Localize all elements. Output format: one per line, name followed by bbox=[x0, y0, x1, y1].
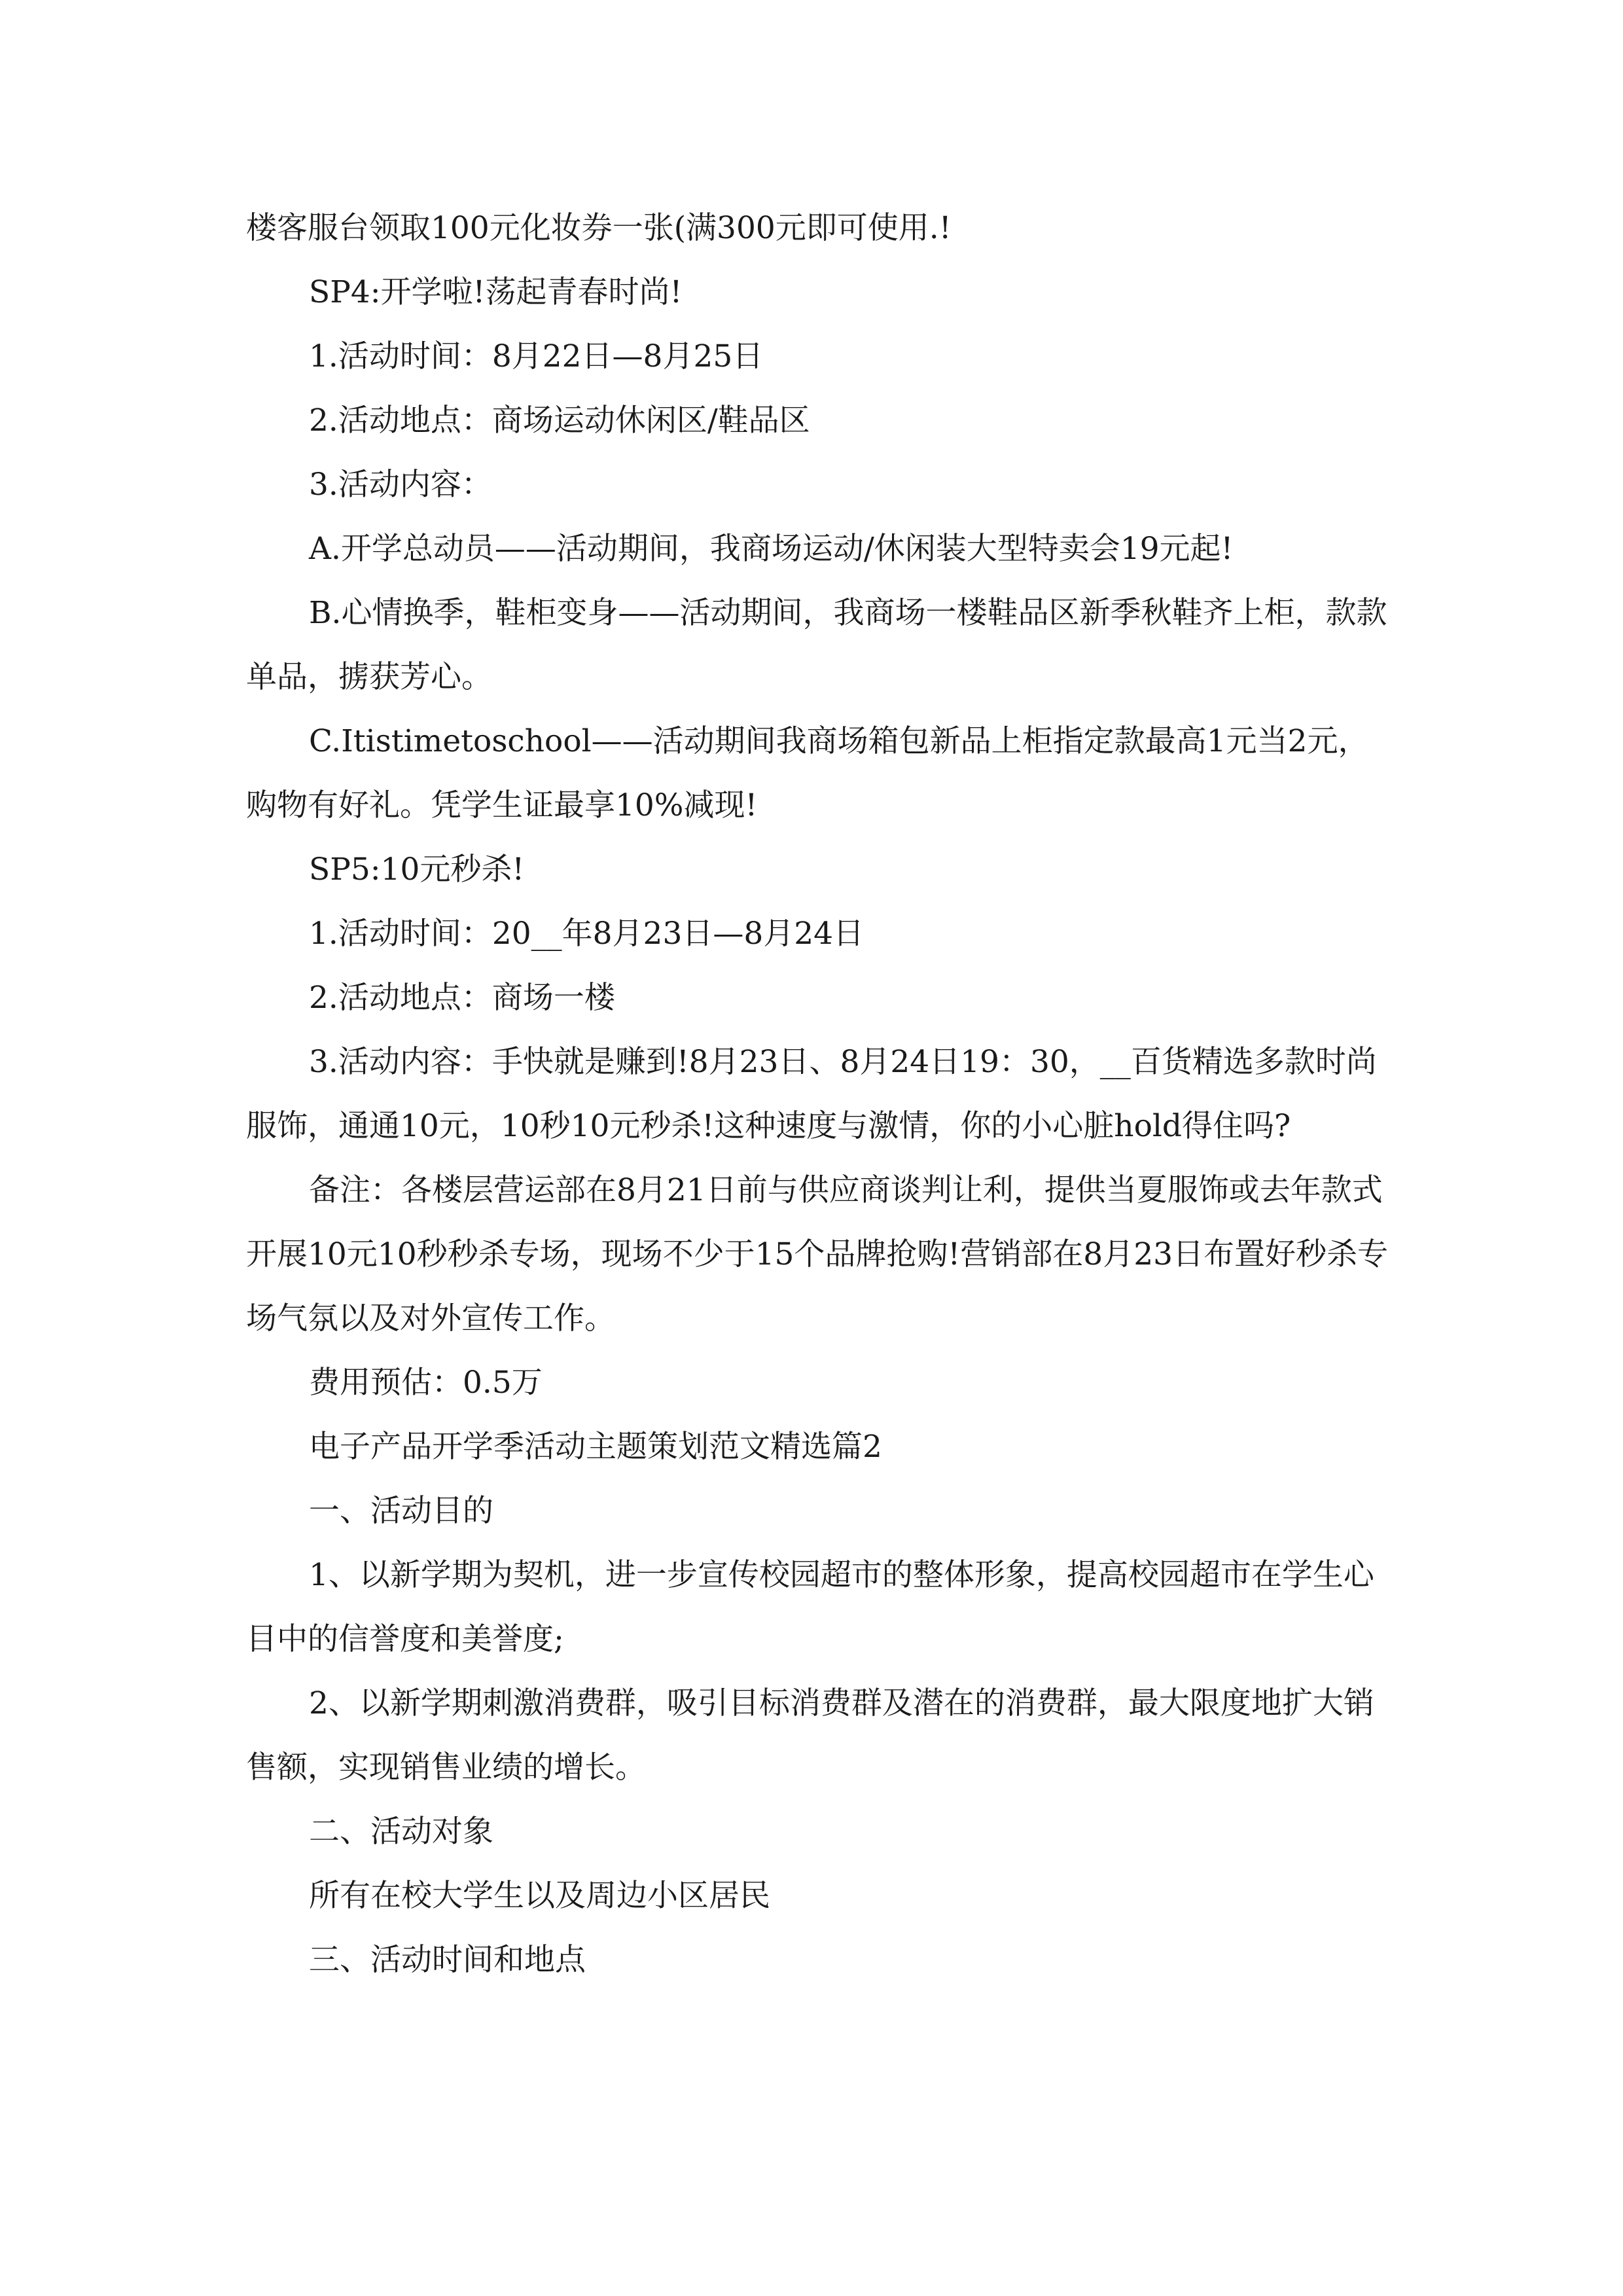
paragraph: 2.活动地点：商场一楼 bbox=[309, 980, 615, 1016]
paragraph: B.心情换季，鞋柜变身——活动期间，我商场一楼鞋品区新季秋鞋齐上柜，款款单品，掳获芳心。 bbox=[246, 595, 1387, 695]
paragraph: 费用预估：0.5万 bbox=[309, 1365, 543, 1401]
paragraph: 1.活动时间：8月22日—8月25日 bbox=[309, 338, 764, 374]
paragraph: 备注：各楼层营运部在8月21日前与供应商谈判让利，提供当夏服饰或去年款式开展10元10秒秒杀专场，现场不少于15个品牌抢购!营销部在8月23日布置好秒杀专场气氛以及对外宣传工作。 bbox=[246, 1172, 1389, 1336]
paragraph: 1、以新学期为契机，进一步宣传校园超市的整体形象，提高校园超市在学生心目中的信誉度和美誉度; bbox=[246, 1557, 1374, 1657]
paragraph: 2.活动地点：商场运动休闲区/鞋品区 bbox=[309, 403, 810, 439]
heading: 二、活动对象 bbox=[309, 1814, 493, 1850]
paragraph: 楼客服台领取100元化妆券一张(满300元即可使用.! bbox=[246, 210, 952, 246]
paragraph: C.Itistimetoschool——活动期间我商场箱包新品上柜指定款最高1元当2元，购物有好礼。凭学生证最享10%减现! bbox=[246, 723, 1369, 823]
section-title: 电子产品开学季活动主题策划范文精选篇2 bbox=[309, 1429, 882, 1465]
document-body bbox=[246, 196, 1398, 1992]
heading: 一、活动目的 bbox=[309, 1493, 493, 1529]
paragraph: SP4:开学啦!荡起青春时尚! bbox=[309, 274, 683, 310]
paragraph: 2、以新学期刺激消费群，吸引目标消费群及潜在的消费群，最大限度地扩大销售额，实现销售业绩的增长。 bbox=[246, 1685, 1374, 1785]
paragraph: SP5:10元秒杀! bbox=[309, 852, 525, 888]
paragraph: A.开学总动员——活动期间，我商场运动/休闲装大型特卖会19元起! bbox=[309, 531, 1234, 567]
paragraph: 1.活动时间：20__年8月23日—8月24日 bbox=[309, 916, 865, 952]
paragraph: 所有在校大学生以及周边小区居民 bbox=[309, 1878, 770, 1914]
paragraph: 3.活动内容：手快就是赚到!8月23日、8月24日19：30，__百货精选多款时尚服饰，通通10元，10秒10元秒杀!这种速度与激情，你的小心脏hold得住吗? bbox=[246, 1044, 1377, 1144]
paragraph: 3.活动内容： bbox=[309, 467, 492, 503]
heading: 三、活动时间和地点 bbox=[309, 1942, 586, 1978]
